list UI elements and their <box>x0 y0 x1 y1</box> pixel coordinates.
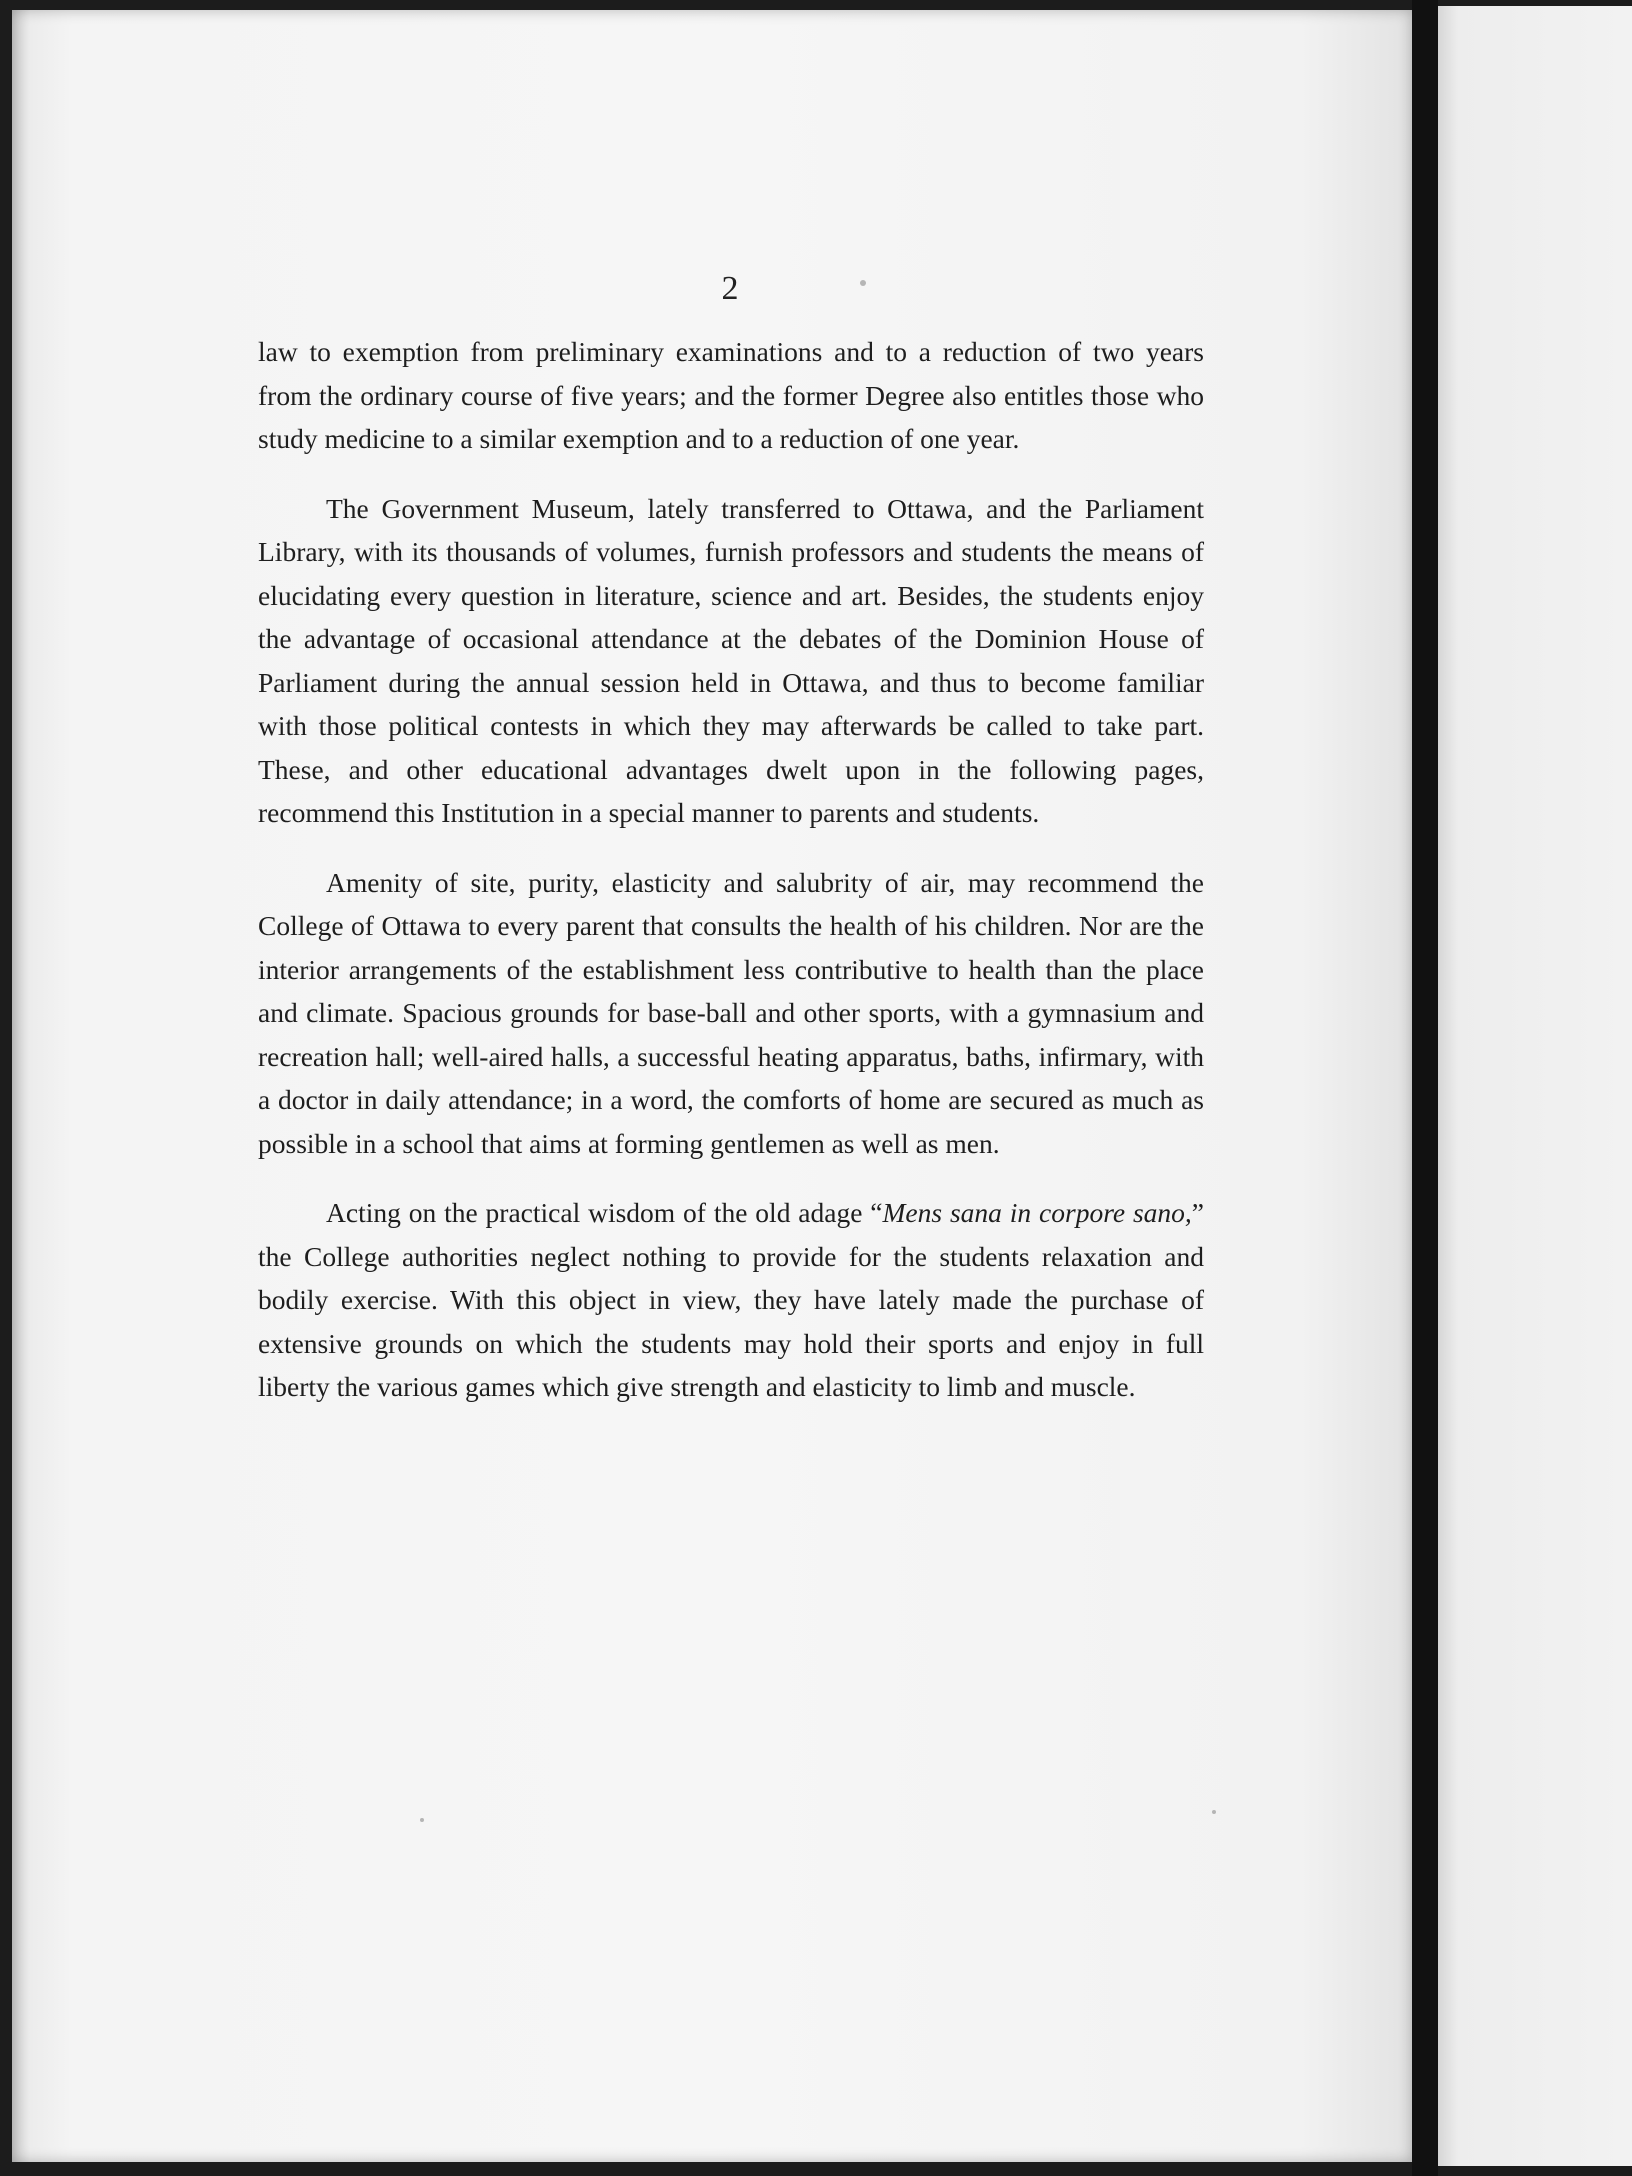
body-text <box>258 330 1204 1435</box>
page-number: 2 <box>721 270 739 307</box>
paragraph-4 <box>258 1191 1204 1409</box>
paragraph-4-rest: ” the College authorities neglect nothing to provide for the students relaxation and bodily exercise. With this object in view, they have lately made the purchase of extensive grounds on which the students may hold their sports and enjoy in full liberty the various games which give strength and elasticity to limb and muscle. <box>258 1197 1205 1402</box>
paper-speck <box>860 280 866 286</box>
right-page-edge <box>1438 6 1632 2166</box>
paragraph-4-lead: Acting on the practical wisdom of the old adage “ <box>326 1197 883 1228</box>
paper-speck <box>420 1818 424 1822</box>
paragraph-3: Amenity of site, purity, elasticity and salubrity of air, may recommend the College of Ottawa to every parent that consults the health of his children. Nor are the interior arrangements of the establishment less contributive to health than the place and climate. Spacious grounds for base-ball and other sports, with a gymnasium and recreation hall; well-aired halls, a successful heating apparatus, baths, infirmary, with a doctor in daily attendance; in a word, the comforts of home are secured as much as possible in a school that aims at forming gentlemen as well as men. <box>258 866 1204 1159</box>
book-gutter <box>1412 0 1438 2176</box>
paragraph-1: law to exemption from preliminary examinations and to a reduction of two years from the ordinary course of five years; and the former Degree also entitles those who study medicine to a similar exemption and to a reduction of one year. <box>258 336 1204 454</box>
latin-adage: Mens sana in corpore sano, <box>882 1197 1192 1228</box>
paper-speck <box>1212 1810 1216 1814</box>
paragraph-2: The Government Museum, lately transferred to Ottawa, and the Parliament Library, with its thousands of volumes, furnish professors and students the means of elucidating every question in literature, science and art. Besides, the students enjoy the advantage of occasional attendance at the debates of the Dominion House of Parliament during the annual session held in Ottawa, and thus to become familiar with those political contests in which they may afterwards be called to take part. These, and other educational advantages dwelt upon in the following pages, recommend this Institution in a special manner to parents and students. <box>258 492 1204 828</box>
